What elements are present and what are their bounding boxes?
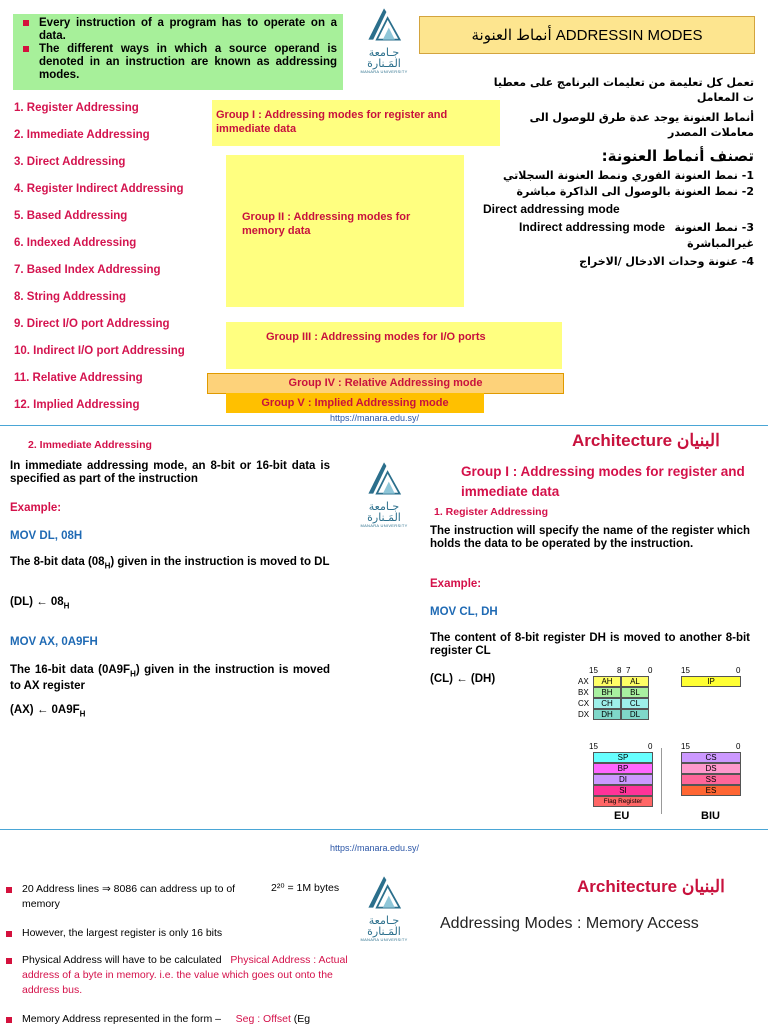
example-3-code: MOV CL, DH	[430, 606, 498, 618]
slide-title: أنماط العنونة ADDRESSIN MODES	[419, 16, 755, 54]
memory-size-note: 2²⁰ = 1M bytes	[271, 882, 340, 894]
mode-item: 12. Implied Addressing	[14, 399, 140, 411]
ex2-desc-sub: H	[130, 669, 136, 679]
example-2-description	[10, 664, 330, 693]
mode-item: 11. Relative Addressing	[14, 372, 143, 384]
example-1-code: MOV DL, 08H	[10, 530, 83, 542]
flag-register: Flag Register	[593, 796, 653, 807]
ip-register: IP	[681, 676, 741, 687]
register-cell: BH	[593, 687, 621, 698]
group-5-box: Group V : Implied Addressing mode	[226, 393, 484, 413]
ex2-desc-part: The 16-bit data (0A9F	[10, 664, 131, 676]
bit-label: 0	[736, 742, 741, 751]
logo-text: جـامعة المَـنارة	[367, 500, 401, 524]
arabic-paragraph-1: تعمل كل تعليمة من تعليمات البرنامج على معطيا ت المعامل	[493, 76, 754, 104]
example-1-result	[10, 596, 69, 612]
seg-offset-label: Seg : Offset	[235, 1013, 291, 1024]
direct-mode-label: Direct addressing mode	[483, 202, 620, 216]
ex1-desc-sub: H	[104, 561, 111, 571]
eu-register: DI	[593, 774, 653, 785]
register-addressing-subtitle: 1. Register Addressing	[434, 506, 548, 518]
group-title: Group I : Addressing modes for register and immediate data	[461, 464, 745, 499]
university-logo	[356, 460, 412, 528]
biu-label: BIU	[701, 810, 720, 822]
logo-mark-icon	[358, 874, 410, 910]
mode-item: 2. Immediate Addressing	[14, 129, 150, 141]
arabic-line-2: 2- نمط العنونة بالوصول الى الذاكرة مباشرة	[516, 185, 754, 198]
biu-register: DS	[681, 763, 741, 774]
arabic-line-3b: غيرالمباشرة	[687, 237, 754, 250]
slide-2	[0, 426, 768, 828]
register-cell: AH	[593, 676, 621, 687]
immediate-description: In immediate addressing mode, an 8-bit or 16-bit data is specified as part of the instruction	[10, 460, 330, 485]
university-logo	[356, 874, 412, 942]
bit-label: 0	[736, 666, 741, 675]
footer-url[interactable]: https://manara.edu.sy/	[330, 843, 420, 853]
logo-text: جـامعة المَـنارة	[367, 914, 401, 938]
row-label: DX	[578, 710, 590, 719]
bit-label: 15	[589, 666, 598, 675]
bullet-text	[22, 953, 348, 998]
register-description: The instruction will specify the name of the register which holds the data to be operated by the instruction.	[430, 525, 750, 550]
bullet-text: However, the largest register is only 16 bits	[22, 927, 223, 939]
eu-bracket	[586, 748, 662, 814]
arabic-line-3: 3- نمط العنونة	[674, 221, 754, 234]
bullet-physical-address	[8, 953, 348, 998]
example-2-result	[10, 704, 85, 720]
biu-register: CS	[681, 752, 741, 763]
bit-label: 15	[681, 742, 690, 751]
bit-label: 8	[617, 666, 622, 675]
logo-mark-icon	[358, 6, 410, 42]
mode-item: 9. Direct I/O port Addressing	[14, 318, 170, 330]
group-3-box: Group III : Addressing modes for I/O ports	[226, 322, 562, 369]
bit-label: 15	[681, 666, 690, 675]
physical-address-definition: Physical Address : Actual address of a byte in memory. i.e. the value which goes out onto the address bus.	[22, 954, 348, 996]
ex2-desc-part: ) given in the instruction is moved to AX register	[10, 664, 330, 693]
register-cell: AL	[621, 676, 649, 687]
logo-subtext: MANARA UNIVERSITY	[360, 69, 408, 74]
logo-subtext: MANARA UNIVERSITY	[360, 937, 408, 942]
eu-register: SP	[593, 752, 653, 763]
example-3-description: The content of 8-bit register DH is moved to another 8-bit register CL	[430, 632, 750, 657]
biu-register: ES	[681, 785, 741, 796]
bullet-text-main: Physical Address will have to be calculated	[22, 954, 222, 966]
university-logo	[356, 6, 412, 74]
eu-register: BP	[593, 763, 653, 774]
row-label: BX	[578, 688, 589, 697]
eu-label: EU	[614, 810, 630, 822]
bullet-largest-register	[8, 926, 328, 941]
slide2-subtitle: 2. Immediate Addressing	[28, 439, 152, 451]
intro-bullet: The different ways in which a source operand is denoted in an instruction are known as addressing modes.	[39, 43, 337, 81]
bullet-memory-address	[8, 1012, 353, 1024]
intro-box	[13, 14, 343, 90]
slide-1	[0, 0, 768, 425]
ex2-result-sub: H	[79, 709, 86, 719]
slide-3	[0, 860, 768, 1024]
bit-label: 7	[626, 666, 631, 675]
example-2-code: MOV AX, 0A9FH	[10, 636, 98, 648]
row-label: CX	[578, 699, 590, 708]
mode-item: 6. Indexed Addressing	[14, 237, 137, 249]
memory-access-heading: Addressing Modes : Memory Access	[440, 915, 699, 932]
register-cell: DL	[621, 709, 649, 720]
bullet-text	[22, 1012, 310, 1024]
mode-item: 10. Indirect I/O port Addressing	[14, 345, 185, 357]
logo-subtext: MANARA UNIVERSITY	[360, 523, 408, 528]
mode-item: 1. Register Addressing	[14, 102, 139, 114]
mode-item: 8. String Addressing	[14, 291, 127, 303]
row-label: AX	[578, 677, 589, 686]
ex1-desc-part: ) given in the instruction is moved to DL	[110, 556, 330, 568]
mode-item: 3. Direct Addressing	[14, 156, 126, 168]
register-cell: CH	[593, 698, 621, 709]
architecture-title: Architecture البنيان	[572, 431, 720, 450]
example-label: Example:	[10, 502, 62, 514]
example-label-2: Example:	[430, 578, 482, 590]
arabic-line-4: 4- عنونة وحدات الادخال /الاخراج	[579, 255, 754, 268]
register-cell: DH	[593, 709, 621, 720]
group-2-box: Group II : Addressing modes for memory data	[226, 155, 464, 307]
ex1-result-text: (DL) ← 08	[10, 596, 64, 608]
eu-register: SI	[593, 785, 653, 796]
ex2-result-text: (AX) ← 0A9F	[10, 704, 80, 716]
bullet-tail: (Eg	[293, 1013, 311, 1024]
architecture-title: Architecture البنيان	[577, 877, 725, 896]
arabic-heading: تصنف أنماط العنونة:	[601, 147, 754, 165]
arabic-line-1: 1- نمط العنونة الفوري ونمط العنونة السجلاتي	[503, 169, 754, 182]
bit-label: 0	[648, 666, 653, 675]
biu-register: SS	[681, 774, 741, 785]
arabic-paragraph-2: أنماط العنونة يوجد عدة طرق للوصول الى معاملات المصدر	[529, 111, 754, 139]
indirect-mode-label: Indirect addressing mode	[519, 220, 666, 234]
group-1-box: Group I : Addressing modes for register and immediate data	[212, 100, 500, 146]
bullet-text-main: Memory Address represented in the form –	[22, 1013, 222, 1024]
mode-item: 5. Based Addressing	[14, 210, 128, 222]
addressing-modes-list	[14, 97, 229, 421]
group-4-box: Group IV : Relative Addressing mode	[207, 373, 564, 394]
bit-label: 15	[589, 742, 598, 751]
register-diagram	[576, 666, 756, 826]
mode-item: 7. Based Index Addressing	[14, 264, 161, 276]
bullet-address-lines	[8, 882, 248, 912]
intro-bullet: Every instruction of a program has to operate on a data.	[39, 17, 337, 42]
footer-url[interactable]: https://manara.edu.sy/	[330, 413, 420, 423]
example-3-result: (CL) ← (DH)	[430, 673, 496, 685]
logo-mark-icon	[358, 460, 410, 496]
bullet-text: 20 Address lines ⇒ 8086 can address up to of memory	[22, 883, 236, 910]
ex1-result-sub: H	[63, 601, 70, 611]
register-cell: CL	[621, 698, 649, 709]
bit-label: 0	[648, 742, 653, 751]
logo-text: جـامعة المَـنارة	[367, 46, 401, 70]
register-cell: BL	[621, 687, 649, 698]
mode-item: 4. Register Indirect Addressing	[14, 183, 184, 195]
example-1-description	[10, 556, 330, 572]
slide-divider	[0, 829, 768, 830]
ex1-desc-part: The 8-bit data (08	[10, 556, 105, 568]
